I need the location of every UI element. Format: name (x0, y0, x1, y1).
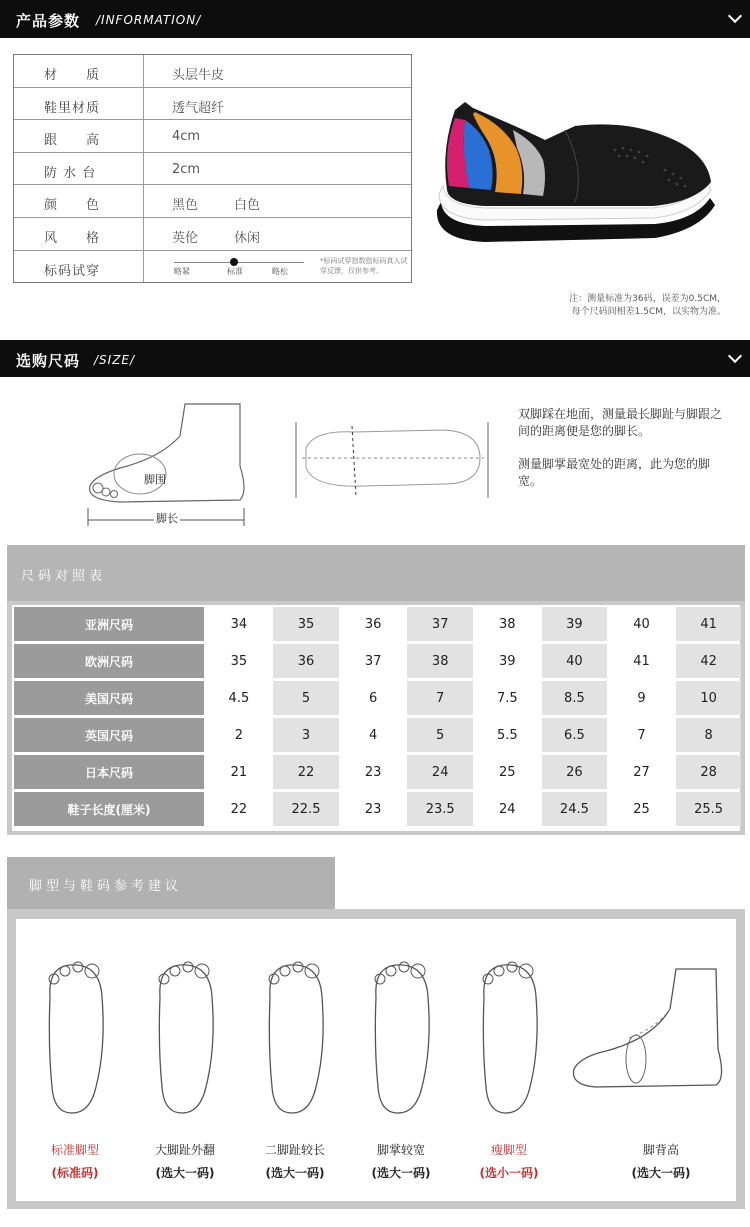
size-chart-cell: 25 (609, 792, 675, 826)
foot-type-item (130, 919, 240, 1201)
size-chart-cell: 7 (407, 681, 473, 715)
size-chart-cell: 40 (542, 644, 608, 678)
fit-scale-label: 略松 (272, 266, 288, 276)
size-chart-title: 尺码对照表 (21, 569, 107, 584)
info-value: 黑色 (172, 198, 199, 214)
size-chart-row-label: 欧洲尺码 (14, 644, 204, 678)
foot-outline-icon (474, 957, 544, 1117)
info-value-secondary: 休闲 (234, 231, 261, 246)
measure-note-line-1: 注：测量标准为36码，误差为0.5CM， (569, 294, 726, 304)
info-value: 透气超纤 (172, 100, 225, 116)
size-chart-cell: 4 (340, 718, 406, 752)
foot-type-name: 大脚趾外翻 (154, 1143, 215, 1157)
foot-length-label: 脚长 (156, 512, 178, 525)
foot-type-name: 脚掌较宽 (376, 1143, 425, 1157)
size-chart-cell: 27 (609, 755, 675, 789)
size-chart-cell: 35 (206, 644, 272, 678)
foot-type-tip: (选小一码) (479, 1166, 539, 1180)
size-chart-cell: 5 (407, 718, 473, 752)
info-value: 头层牛皮 (172, 68, 225, 83)
foot-outline-icon (40, 957, 110, 1117)
foot-type-tip: (选大一码) (155, 1166, 215, 1180)
size-chart-header (7, 545, 745, 601)
size-chart-table (12, 605, 740, 831)
info-section-title: 产品参数 (16, 12, 81, 30)
info-row (14, 153, 411, 186)
size-chart-cell: 34 (206, 607, 272, 641)
foot-type-name: 二脚趾较长 (264, 1143, 325, 1157)
size-chart-row (12, 790, 740, 826)
fit-scale-label: 标准 (227, 266, 243, 276)
size-chart-row-label: 英国尺码 (14, 718, 204, 752)
size-chart-cell: 7.5 (474, 681, 540, 715)
size-chart-cell: 37 (407, 607, 473, 641)
foot-type-tip: (选大一码) (371, 1166, 431, 1180)
info-key: 防 水 台 (44, 165, 97, 181)
fit-indicator-dot (230, 258, 238, 266)
info-value: 4cm (172, 129, 201, 145)
foot-outline-icon (260, 957, 330, 1117)
foot-type-tip: (选大一码) (265, 1166, 325, 1180)
foot-side-outline-icon (566, 959, 746, 1109)
size-chart-row-label: 亚洲尺码 (14, 607, 204, 641)
size-chart-cell: 21 (206, 755, 272, 789)
measure-text-length: 双脚踩在地面，测量最长脚趾与脚跟之间的距离便是您的脚长。 (518, 407, 723, 438)
info-value-secondary: 白色 (234, 198, 261, 214)
size-chart-cell: 3 (273, 718, 339, 752)
fit-note: *标码试穿指数指标码真人试穿反馈，仅供参考。 (320, 256, 408, 275)
info-section-subtitle: /INFORMATION/ (96, 13, 202, 27)
foot-type-tab (7, 857, 335, 909)
foot-type-tip: (标准码) (51, 1166, 99, 1180)
foot-type-list (16, 919, 736, 1201)
size-chart-cell: 10 (676, 681, 742, 715)
foot-type-name: 脚背高 (642, 1143, 679, 1157)
info-row (14, 251, 411, 284)
size-chart-cell: 24.5 (542, 792, 608, 826)
size-chart-cell: 4.5 (206, 681, 272, 715)
info-row (14, 185, 411, 218)
fit-scale-label: 略紧 (174, 266, 190, 276)
measure-note-line-2: 每个尺码间相差1.5CM，以实物为准。 (571, 307, 726, 317)
size-section-header (0, 340, 750, 377)
info-value: 2cm (172, 161, 201, 177)
size-chart-cell: 2 (206, 718, 272, 752)
size-chart-cell: 24 (474, 792, 540, 826)
info-key: 鞋里材质 (44, 100, 101, 116)
size-chart-cell: 39 (474, 644, 540, 678)
foot-type-item (606, 919, 716, 1201)
size-chart-cell: 22.5 (273, 792, 339, 826)
foot-side-illustration (80, 396, 260, 526)
size-chart-row (12, 642, 740, 678)
size-section-subtitle: /SIZE/ (94, 353, 136, 367)
size-chart-cell: 5.5 (474, 718, 540, 752)
size-chart-row (12, 679, 740, 715)
foot-type-name: 标准脚型 (50, 1143, 99, 1157)
fit-scale-line (174, 262, 304, 263)
info-key: 材 质 (44, 68, 101, 83)
size-chart-cell: 36 (273, 644, 339, 678)
foot-type-title: 脚型与鞋码参考建议 (29, 879, 183, 894)
size-chart-cell: 25 (474, 755, 540, 789)
size-chart-cell: 6 (340, 681, 406, 715)
info-key: 跟 高 (44, 133, 101, 149)
foot-type-name: 瘦脚型 (490, 1143, 527, 1157)
info-key: 颜 色 (44, 198, 101, 214)
info-table (13, 54, 412, 283)
size-chart-cell: 39 (542, 607, 608, 641)
info-key: 风 格 (44, 231, 101, 246)
product-shoe-image (425, 90, 725, 250)
size-chart-cell: 7 (609, 718, 675, 752)
size-chart-cell: 37 (340, 644, 406, 678)
size-chart-cell: 28 (676, 755, 742, 789)
info-row (14, 55, 411, 88)
size-chart-cell: 26 (542, 755, 608, 789)
chevron-down-icon (728, 349, 742, 363)
size-chart-cell: 25.5 (676, 792, 742, 826)
size-chart-cell: 40 (609, 607, 675, 641)
size-chart-cell: 23 (340, 792, 406, 826)
size-chart-cell: 24 (407, 755, 473, 789)
size-chart-cell: 41 (609, 644, 675, 678)
size-chart-cell: 41 (676, 607, 742, 641)
info-value: 英伦 (172, 231, 199, 246)
foot-outline-icon (366, 957, 436, 1117)
size-chart-cell: 23 (340, 755, 406, 789)
size-chart-row-label: 美国尺码 (14, 681, 204, 715)
foot-type-item (454, 919, 564, 1201)
size-chart (7, 545, 745, 835)
size-chart-cell: 22 (273, 755, 339, 789)
size-chart-cell: 38 (407, 644, 473, 678)
size-chart-row (12, 753, 740, 789)
info-row (14, 218, 411, 251)
size-chart-cell: 22 (206, 792, 272, 826)
foot-outline-icon (150, 957, 220, 1117)
info-row (14, 120, 411, 153)
foot-girth-label: 脚围 (144, 473, 166, 486)
size-chart-cell: 5 (273, 681, 339, 715)
size-chart-row (12, 605, 740, 641)
size-chart-cell: 6.5 (542, 718, 608, 752)
foot-type-panel (7, 909, 745, 1209)
measure-note (466, 293, 726, 319)
size-chart-row (12, 716, 740, 752)
info-section-header (0, 0, 750, 38)
size-chart-cell: 23.5 (407, 792, 473, 826)
measure-text-width: 测量脚掌最宽处的距离，此为您的脚宽。 (518, 457, 711, 488)
foot-type-item (240, 919, 350, 1201)
size-chart-cell: 35 (273, 607, 339, 641)
size-chart-row-label: 日本尺码 (14, 755, 204, 789)
size-chart-cell: 8.5 (542, 681, 608, 715)
size-section-title: 选购尺码 (16, 352, 81, 370)
size-chart-cell: 36 (340, 607, 406, 641)
size-chart-cell: 9 (609, 681, 675, 715)
foot-sole-illustration (294, 418, 494, 504)
chevron-down-icon (728, 9, 742, 23)
size-chart-row-label: 鞋子长度(厘米) (14, 792, 204, 826)
size-chart-cell: 38 (474, 607, 540, 641)
foot-type-item (346, 919, 456, 1201)
foot-type-item (20, 919, 130, 1201)
info-row (14, 88, 411, 121)
size-chart-cell: 8 (676, 718, 742, 752)
foot-type-tip: (选大一码) (631, 1166, 691, 1180)
info-key: 标码试穿 (44, 263, 101, 279)
size-chart-cell: 42 (676, 644, 742, 678)
